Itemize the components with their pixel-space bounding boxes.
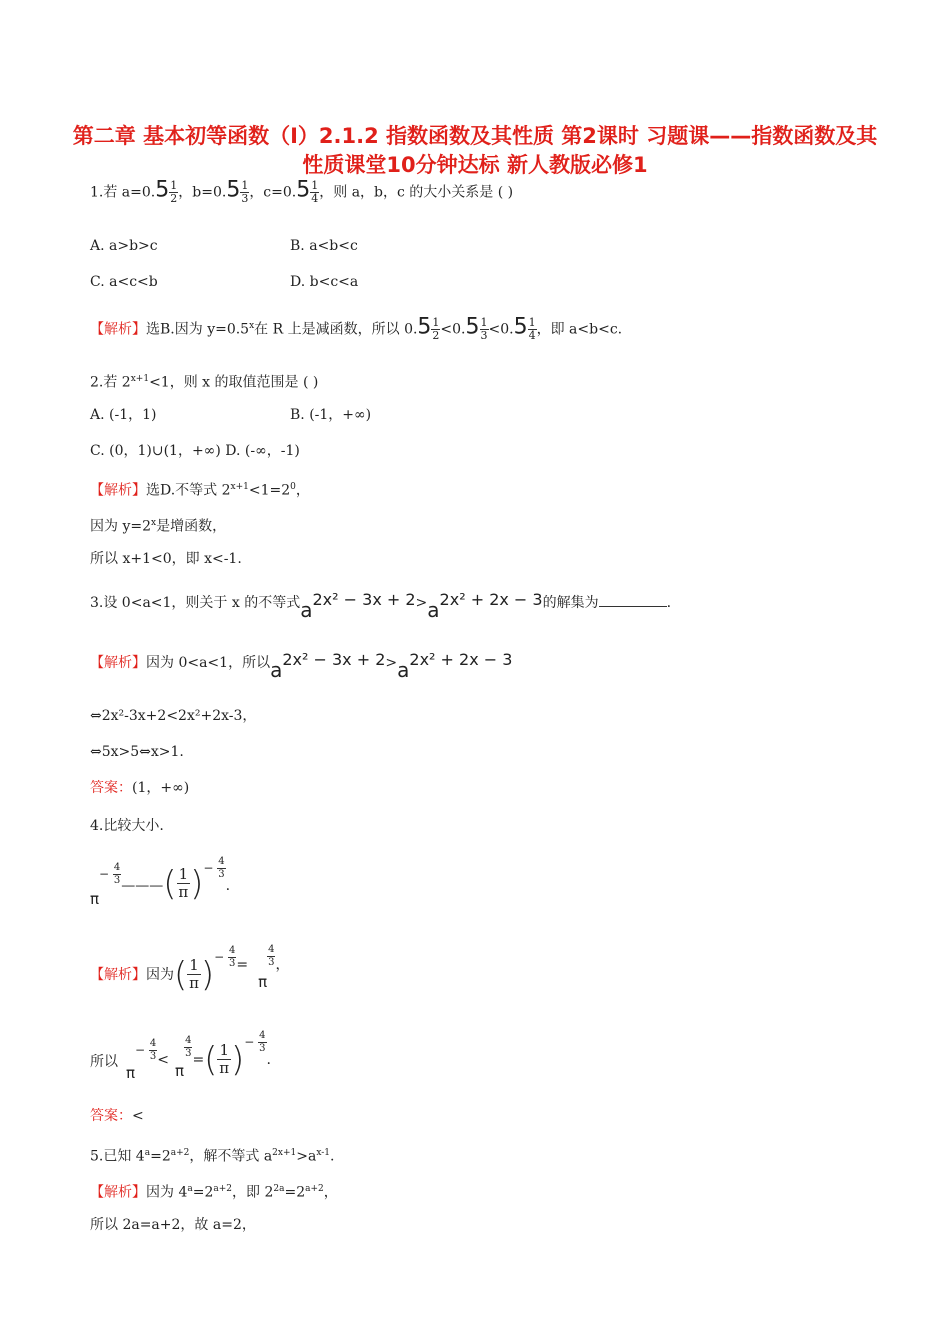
q1-exp-a: $\frac{1}{2}$ xyxy=(170,179,178,205)
solution-tag: 【解析】 xyxy=(90,321,146,338)
q3-solution-line1: 【解析】因为 0<a<1，所以a2x² − 3x + 2>a2x² + 2x − 3 xyxy=(90,650,513,682)
q1-text: ，b=0. xyxy=(178,184,227,201)
question-1-stem xyxy=(90,177,514,205)
q3-solution-line3: ⇔5x>5⇔x>1. xyxy=(90,744,184,760)
q2-solution-line1: 【解析】选D.不等式 $2^{x+1}<1=2^0$， xyxy=(90,482,310,499)
question-3-stem: 3.设 0<a<1，则关于 x 的不等式a2x² − 3x + 2>a2x² + 2x − 3的解集为 . xyxy=(90,590,672,622)
q1-base: 5 xyxy=(155,177,170,203)
q1-option-c: C. a<c<b xyxy=(90,274,158,290)
q1-exp-b: $\frac{1}{3}$ xyxy=(241,179,249,205)
q1-text: ，c=0. xyxy=(249,184,297,201)
q2-solution-line2: 因为 $y=2^x$是增函数， xyxy=(90,518,227,535)
q5-solution-line2: 所以 2a=a+2，故 a=2， xyxy=(90,1217,256,1233)
q4-solution-line1: 【解析】因为( $\frac{1}{\pi})-$ $\frac{4}{3}$ =π $\frac{4}{3}$ ， xyxy=(90,944,290,995)
q1-exp-c: $\frac{1}{4}$ xyxy=(311,179,319,205)
q2-option-b: B. (-1，+∞) xyxy=(290,407,372,423)
solution-tag: 【解析】 xyxy=(90,482,146,499)
solution-tag: 【解析】 xyxy=(90,655,146,671)
solution-tag: 【解析】 xyxy=(90,1184,146,1201)
question-5-stem: 5.已知 $4^a=2^{a+2}$，解不等式 $a^{2x+1}>a^{x-1}$. xyxy=(90,1148,335,1165)
q3-answer: 答案：(1，+∞) xyxy=(90,780,190,796)
q4-expression: π− $\frac{4}{3}$ ———( $\frac{1}{\pi})-$ $\frac{4}{3}$ . xyxy=(90,855,231,908)
q1-option-b: B. a<b<c xyxy=(290,238,358,254)
q1-text: ，则 a，b，c 的大小关系是 ( ) xyxy=(319,184,514,201)
q4-solution-line2: 所以π− $\frac{4}{3}$ <π $\frac{4}{3}$ =( $\frac{1}{\pi})-$ $\frac{4}{3}$ . xyxy=(90,1029,271,1082)
q4-answer: 答案：< xyxy=(90,1108,144,1124)
q3-solution-line2: ⇔2x²-3x+2<2x²+2x-3， xyxy=(90,708,257,724)
q2-option-a: A. (-1，1) xyxy=(90,407,157,423)
q2-solution-line3: 所以 x+1<0，即 x<-1. xyxy=(90,551,242,567)
page-title: 第二章 基本初等函数（I）2.1.2 指数函数及其性质 第2课时 习题课——指数函数及其性质课堂10分钟达标 新人教版必修1 xyxy=(72,124,878,177)
q1-text: 1.若 a=0. xyxy=(90,184,156,201)
q3-answer-blank xyxy=(599,592,667,607)
solution-tag: 【解析】 xyxy=(90,966,146,983)
q2-options-cd: C. (0，1)∪(1，+∞) D. (-∞，-1) xyxy=(90,443,300,459)
question-4-stem: 4.比较大小. xyxy=(90,818,164,834)
q1-option-a: A. a>b>c xyxy=(90,238,158,254)
q1-option-d: D. b<c<a xyxy=(290,274,359,290)
q5-solution-line1: 【解析】因为 $4^a=2^{a+2}$，即 $2^{2a}=2^{a+2}$， xyxy=(90,1184,338,1201)
q1-solution: 【解析】选B.因为 $y=0.5^x$在 R 上是减函数，所以 0.5 $\frac{1}{2}$ <0.5 $\frac{1}{3}$ <0.5 $\frac{1}{4}$ ，即 a<b<c. xyxy=(90,314,623,343)
q1-base: 5 xyxy=(296,177,311,203)
q1-base: 5 xyxy=(226,177,241,203)
question-2-stem: 2.若 $2^{x+1}<1$，则 x 的取值范围是 ( ) xyxy=(90,374,319,391)
